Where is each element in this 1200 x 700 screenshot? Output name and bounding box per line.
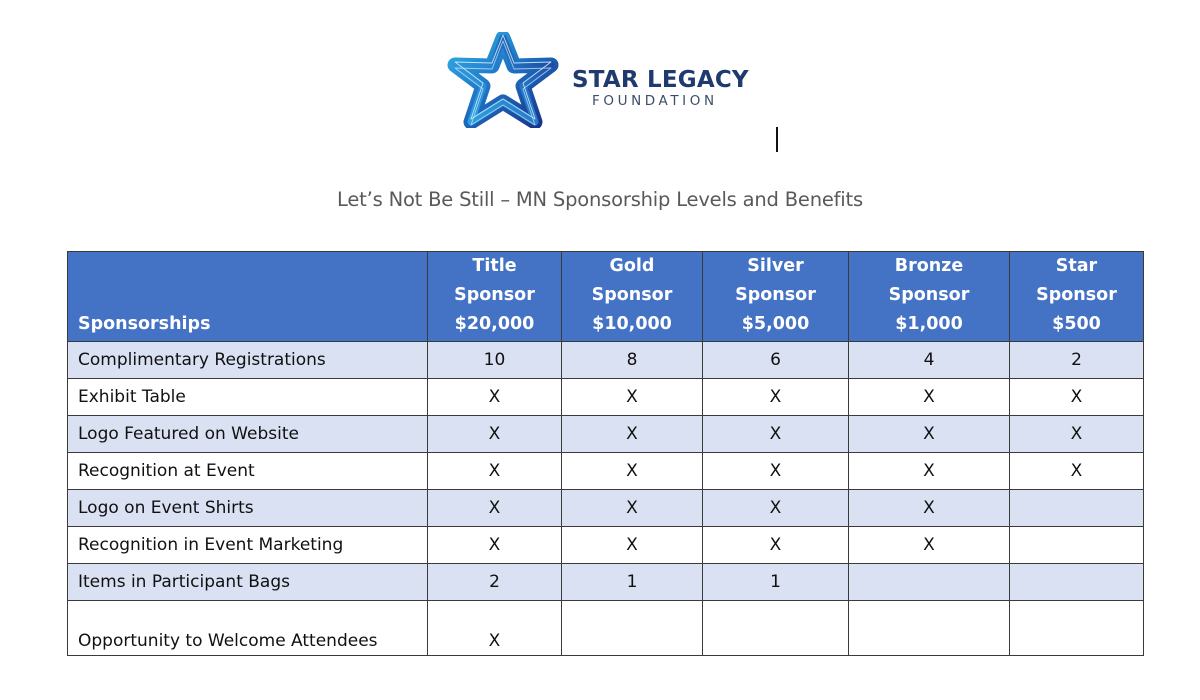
logo-subtitle: FOUNDATION — [592, 93, 718, 109]
table-header-row — [68, 252, 1144, 342]
star-ribbon-icon — [447, 32, 559, 128]
row-label: Logo on Event Shirts — [68, 490, 428, 527]
text-cursor — [776, 127, 778, 152]
cell-bronze: X — [849, 453, 1010, 490]
cell-silver: X — [703, 416, 849, 453]
header-bronze-sponsor — [849, 252, 1010, 342]
header-level: Bronze — [894, 256, 964, 276]
cell-silver: X — [703, 527, 849, 564]
header-price: $20,000 — [454, 314, 535, 334]
document-title: Let’s Not Be Still – MN Sponsorship Levels and Benefits — [337, 188, 863, 211]
cell-bronze: X — [849, 490, 1010, 527]
cell-star — [1010, 601, 1144, 656]
header-gold-sponsor — [562, 252, 703, 342]
row-label: Items in Participant Bags — [68, 564, 428, 601]
table-row — [68, 342, 1144, 379]
header-sponsor: Sponsor — [888, 285, 970, 305]
cell-gold: X — [562, 416, 703, 453]
cell-title: X — [428, 601, 562, 656]
cell-bronze: 4 — [849, 342, 1010, 379]
cell-star: 2 — [1010, 342, 1144, 379]
cell-gold: X — [562, 490, 703, 527]
cell-title: X — [428, 379, 562, 416]
star-legacy-logo — [447, 32, 777, 128]
cell-silver: 6 — [703, 342, 849, 379]
cell-title: X — [428, 416, 562, 453]
cell-gold: X — [562, 527, 703, 564]
table-row — [68, 564, 1144, 601]
cell-silver: X — [703, 379, 849, 416]
cell-gold: X — [562, 379, 703, 416]
cell-silver: X — [703, 490, 849, 527]
header-level: Star — [1055, 256, 1098, 276]
cell-bronze: X — [849, 379, 1010, 416]
table-row — [68, 601, 1144, 656]
cell-bronze — [849, 564, 1010, 601]
header-price: $1,000 — [895, 314, 963, 334]
cell-title: X — [428, 490, 562, 527]
table-row — [68, 453, 1144, 490]
cell-gold: 8 — [562, 342, 703, 379]
header-price: $10,000 — [592, 314, 672, 334]
row-label: Exhibit Table — [68, 379, 428, 416]
row-label: Recognition at Event — [68, 453, 428, 490]
header-sponsor: Sponsor — [454, 285, 535, 305]
cell-star: X — [1010, 416, 1144, 453]
cell-bronze: X — [849, 527, 1010, 564]
logo-name: STAR LEGACY — [572, 67, 749, 93]
cell-silver: X — [703, 453, 849, 490]
header-level: Gold — [609, 256, 655, 276]
cell-star: X — [1010, 379, 1144, 416]
header-title-sponsor — [428, 252, 562, 342]
header-silver-sponsor — [703, 252, 849, 342]
cell-title: X — [428, 527, 562, 564]
header-price: $5,000 — [741, 314, 810, 334]
cell-star: X — [1010, 453, 1144, 490]
cell-silver — [703, 601, 849, 656]
header-sponsor: Sponsor — [735, 285, 816, 305]
cell-gold — [562, 601, 703, 656]
table-row — [68, 490, 1144, 527]
header-sponsor: Sponsor — [1036, 285, 1117, 305]
table-row — [68, 379, 1144, 416]
cell-silver: 1 — [703, 564, 849, 601]
cell-title: 10 — [428, 342, 562, 379]
row-label: Complimentary Registrations — [68, 342, 428, 379]
cell-bronze: X — [849, 416, 1010, 453]
cell-bronze — [849, 601, 1010, 656]
header-sponsorships: Sponsorships — [68, 252, 428, 342]
cell-star — [1010, 490, 1144, 527]
cell-gold: 1 — [562, 564, 703, 601]
cell-star — [1010, 564, 1144, 601]
cell-title: 2 — [428, 564, 562, 601]
row-label: Logo Featured on Website — [68, 416, 428, 453]
table-row — [68, 416, 1144, 453]
row-label: Opportunity to Welcome Attendees — [68, 601, 428, 656]
header-sponsor: Sponsor — [591, 285, 673, 305]
sponsorship-table — [67, 251, 1144, 656]
cell-star — [1010, 527, 1144, 564]
row-label: Recognition in Event Marketing — [68, 527, 428, 564]
header-level: Silver — [747, 256, 804, 276]
header-star-sponsor — [1010, 252, 1144, 342]
header-price: $500 — [1052, 314, 1101, 334]
table-row — [68, 527, 1144, 564]
cell-title: X — [428, 453, 562, 490]
header-level: Title — [472, 256, 517, 276]
cell-gold: X — [562, 453, 703, 490]
